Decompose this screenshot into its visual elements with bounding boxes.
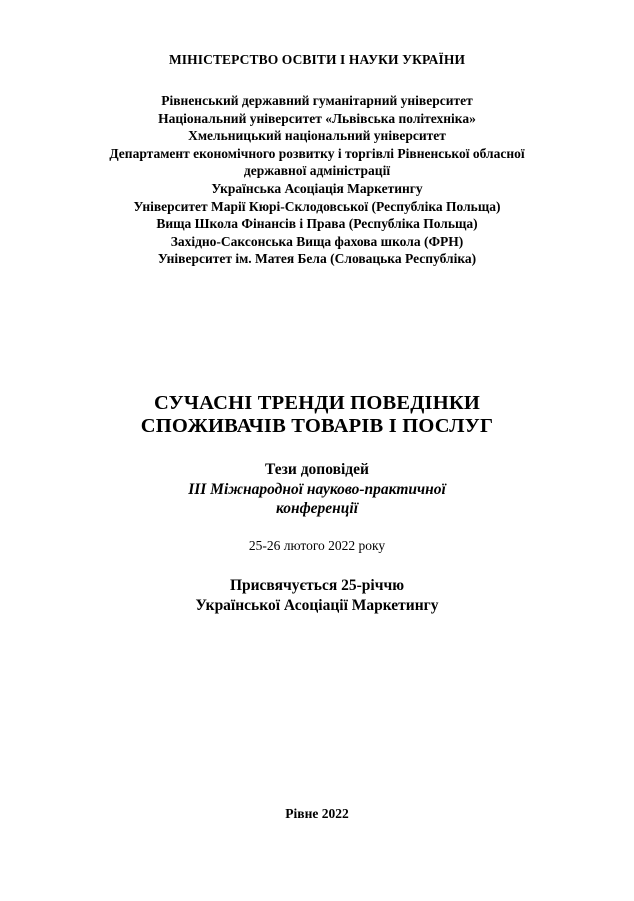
- ministry-heading: МІНІСТЕРСТВО ОСВІТИ І НАУКИ УКРАЇНИ: [168, 52, 466, 67]
- organization-line: Національний університет «Львівська політехніка»: [158, 110, 476, 126]
- theses-subtitle: [0, 460, 634, 519]
- conference-title-line: СУЧАСНІ ТРЕНДИ ПОВЕДІНКИ: [153, 392, 481, 414]
- conference-title: [0, 392, 634, 438]
- organizations-list: [0, 92, 634, 268]
- dedication: [0, 576, 634, 616]
- city-year: Рівне 2022: [285, 806, 349, 821]
- organization-line: Університет Марії Кюрі-Склодовської (Республіка Польща): [133, 198, 501, 214]
- organization-line: Рівненський державний гуманітарний університет: [161, 93, 473, 108]
- conference-type-line: III Міжнародної науково-практичної: [188, 480, 446, 498]
- organization-line: Департамент економічного розвитку і торгівлі Рівненської обласної: [109, 145, 525, 161]
- theses-label: Тези доповідей: [265, 461, 369, 478]
- dedication-line: Присвячується 25-річчю: [229, 577, 405, 594]
- organization-line: Хмельницький національний університет: [188, 128, 446, 144]
- dedication-line: Української Асоціації Маркетингу: [195, 597, 439, 614]
- conference-type-line: конференції: [275, 500, 359, 517]
- organization-line: Українська Асоціація Маркетингу: [211, 180, 423, 196]
- conference-dates: 25-26 лютого 2022 року: [248, 538, 386, 553]
- organization-line: Західно-Саксонська Вища фахова школа (ФРН): [170, 233, 464, 249]
- conference-title-line: СПОЖИВАЧІВ ТОВАРІВ І ПОСЛУГ: [140, 415, 494, 437]
- organization-line: державної адміністрації: [243, 163, 391, 179]
- organization-line: Університет ім. Матея Бела (Словацька Республіка): [157, 251, 477, 267]
- organization-line: Вища Школа Фінансів і Права (Республіка Польща): [156, 216, 478, 232]
